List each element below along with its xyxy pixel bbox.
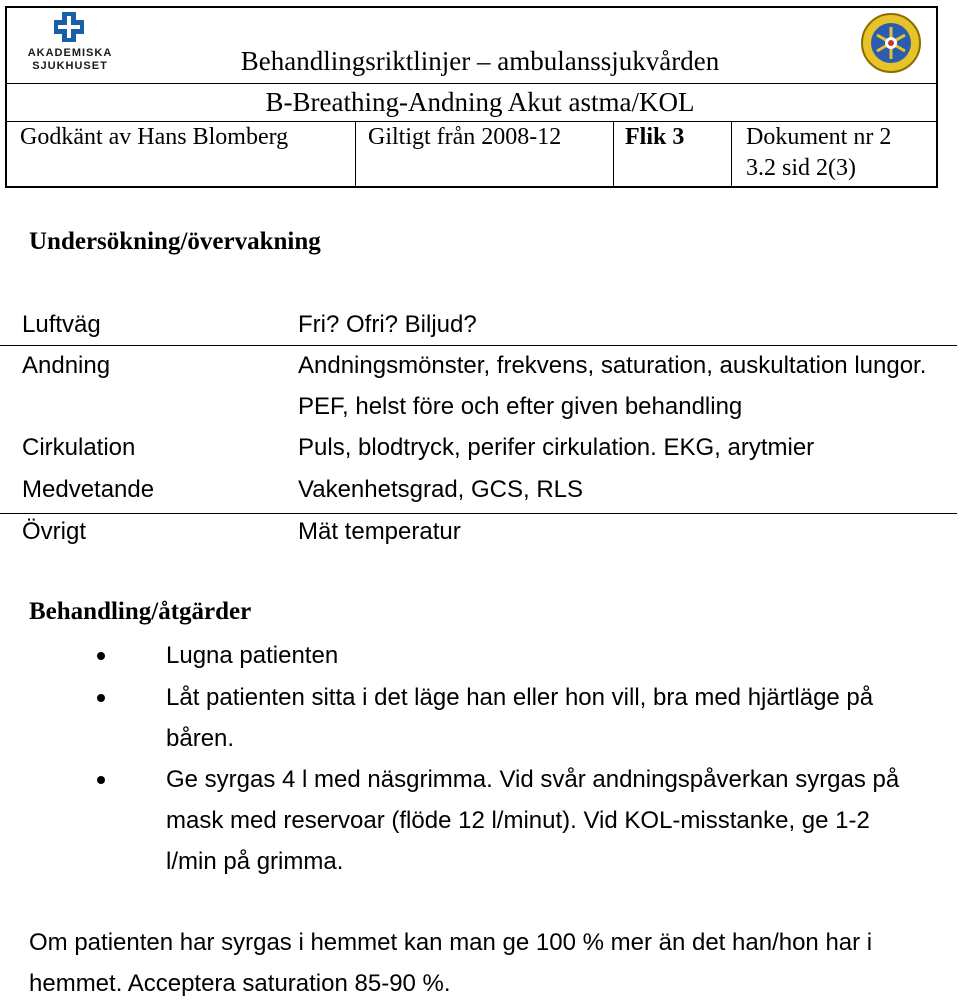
exam-label-airway: Luftväg [22, 311, 101, 338]
document-page: 3.2 sid 2(3) [746, 155, 856, 181]
document-title: Behandlingsriktlinjer – ambulanssjukvården [240, 46, 720, 76]
oxygen-note: Om patienten har syrgas i hemmet kan man ge 100 % mer än det han/hon har i hemmet. Acceptera saturation 85-90 %. [29, 929, 873, 997]
logo-text-line1: AKADEMISKA [27, 47, 113, 59]
document-subtitle: B-Breathing-Andning Akut astma/KOL [265, 87, 695, 117]
exam-value-airway: Fri? Ofri? Biljud? [298, 311, 477, 338]
header-cell-divider [355, 121, 356, 186]
valid-from: Giltigt från 2008-12 [368, 124, 562, 150]
exam-label-other: Övrigt [22, 518, 87, 545]
tab-number: Flik 3 [625, 124, 685, 150]
exam-heading: Undersökning/övervakning [29, 228, 321, 255]
exam-label-breathing: Andning [22, 352, 111, 379]
exam-value-circulation: Puls, blodtryck, perifer cirkulation. EKG, arytmier [298, 434, 815, 461]
bullet-icon [97, 652, 105, 660]
treatment-heading: Behandling/åtgärder [29, 598, 252, 625]
exam-value-consciousness: Vakenhetsgrad, GCS, RLS [298, 476, 584, 503]
header-cell-divider [731, 121, 732, 186]
header-cell-divider [613, 121, 614, 186]
header-divider [7, 83, 936, 84]
bullet-icon [97, 776, 105, 784]
exam-value-other: Mät temperatur [298, 518, 461, 545]
exam-label-consciousness: Medvetande [22, 476, 155, 503]
document-number: Dokument nr 2 [746, 124, 892, 150]
logo-text-line2: SJUKHUSET [32, 60, 108, 72]
approved-by: Godkänt av Hans Blomberg [20, 124, 289, 150]
exam-value-breathing: Andningsmönster, frekvens, saturation, auskultation lungor. PEF, helst före och efter given behandling [298, 352, 927, 420]
bullet-icon [97, 694, 105, 702]
exam-label-circulation: Cirkulation [22, 434, 136, 461]
